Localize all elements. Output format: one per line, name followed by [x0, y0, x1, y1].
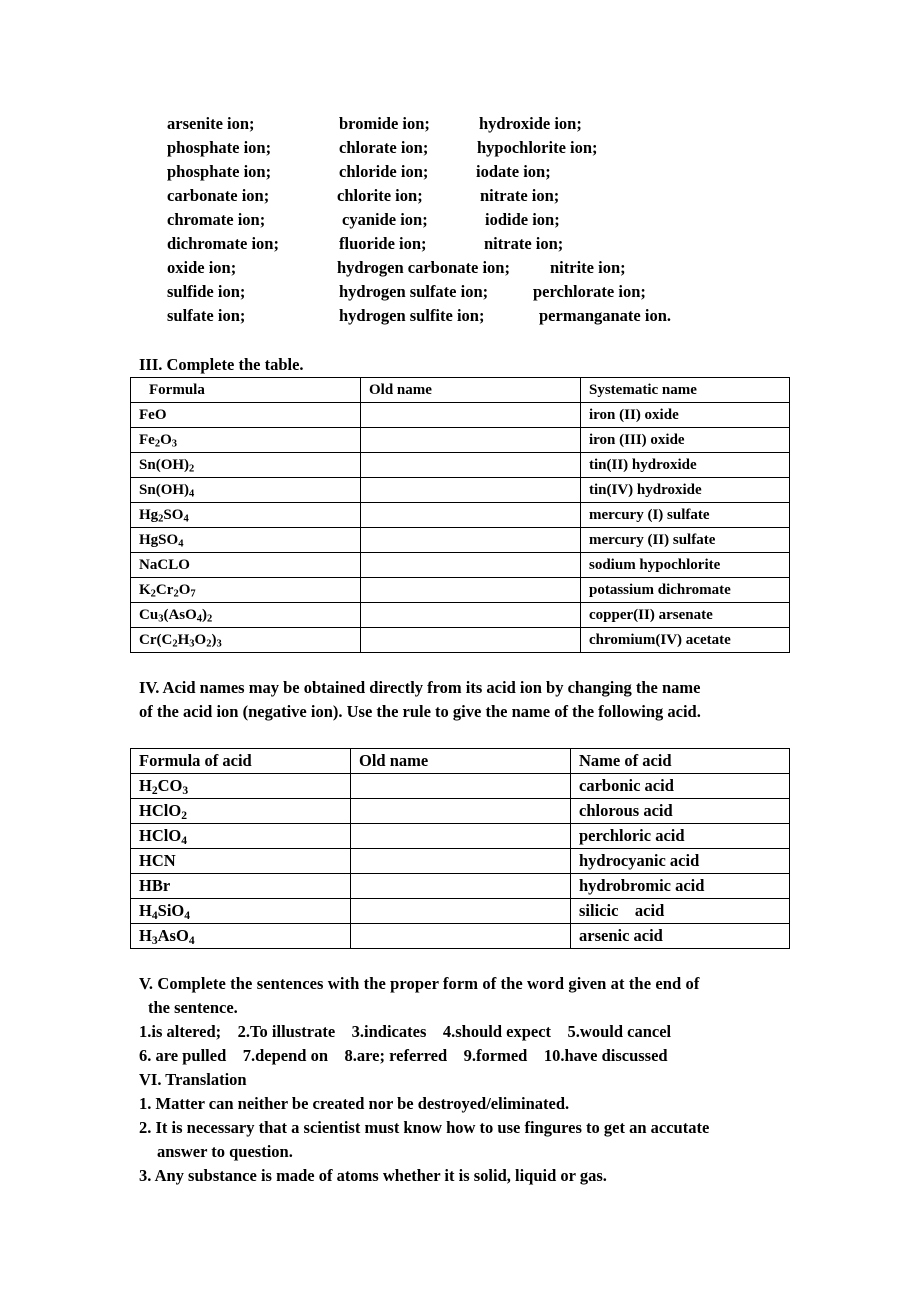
section-4-line-2: of the acid ion (negative ion). Use the rule to give the name of the following acid. — [139, 702, 701, 721]
table-row — [131, 628, 790, 653]
table-row — [131, 824, 790, 849]
ion-row — [167, 256, 787, 280]
old-name-cell[interactable] — [361, 553, 581, 578]
ion-row — [167, 160, 787, 184]
name-cell: iron (III) oxide — [581, 428, 790, 453]
name-cell: silicic acid — [571, 899, 790, 924]
old-name-cell[interactable] — [351, 774, 571, 799]
ion-name: sulfate ion; — [167, 306, 246, 325]
old-name-cell[interactable] — [361, 628, 581, 653]
formula-cell: HCN — [131, 849, 351, 874]
table-row — [131, 403, 790, 428]
ion-name: permanganate ion. — [539, 306, 671, 325]
formula-cell: HBr — [131, 874, 351, 899]
table-row — [131, 874, 790, 899]
ion-name: perchlorate ion; — [533, 282, 646, 301]
translation-item-2-line-2: answer to question. — [157, 1142, 293, 1161]
old-name-cell[interactable] — [361, 503, 581, 528]
ion-name: nitrate ion; — [480, 186, 560, 205]
section-5-answers-line-2: 6. are pulled 7.depend on 8.are; referred 9.formed 10.have discussed — [139, 1046, 668, 1065]
ion-name: sulfide ion; — [167, 282, 246, 301]
formula-cell: $Cr(C_2H_3O_2)_3$ — [131, 628, 361, 653]
name-cell: arsenic acid — [571, 924, 790, 949]
ion-row — [167, 136, 787, 160]
formula-cell: $H_2CO_3$ — [131, 774, 351, 799]
translation-item-3: 3. Any substance is made of atoms whether it is solid, liquid or gas. — [139, 1166, 607, 1185]
ion-name: hydrogen sulfite ion; — [339, 306, 485, 325]
formula-cell: HgSO$_4$ — [131, 528, 361, 553]
ion-name: carbonate ion; — [167, 186, 270, 205]
header-old-name: Old name — [351, 749, 571, 774]
old-name-cell[interactable] — [351, 924, 571, 949]
table-row — [131, 799, 790, 824]
header-formula: Formula — [131, 378, 361, 403]
formula-cell: HClO$_2$ — [131, 799, 351, 824]
table-header-row — [131, 378, 790, 403]
table-header-row — [131, 749, 790, 774]
ion-row — [167, 208, 787, 232]
section-5-6 — [139, 972, 789, 1188]
name-cell: chromium(IV) acetate — [581, 628, 790, 653]
ion-row — [167, 232, 787, 256]
ion-name: hydroxide ion; — [479, 114, 582, 133]
ion-name: dichromate ion; — [167, 234, 279, 253]
old-name-cell[interactable] — [351, 799, 571, 824]
translation-item-2-line-1: 2. It is necessary that a scientist must know how to use fingures to get an accutate — [139, 1118, 710, 1137]
ion-name: phosphate ion; — [167, 162, 272, 181]
formula-cell: $Sn(OH)_2$ — [131, 453, 361, 478]
formula-cell: $K_2Cr_2O_7$ — [131, 578, 361, 603]
header-name-of-acid: Name of acid — [571, 749, 790, 774]
table-row — [131, 774, 790, 799]
table-row — [131, 478, 790, 503]
old-name-cell[interactable] — [351, 849, 571, 874]
table-row — [131, 428, 790, 453]
name-cell: tin(IV) hydroxide — [581, 478, 790, 503]
header-systematic-name: Systematic name — [581, 378, 790, 403]
ion-name: cyanide ion; — [342, 210, 428, 229]
name-cell: iron (II) oxide — [581, 403, 790, 428]
old-name-cell[interactable] — [351, 824, 571, 849]
section-5-title-line-1: V. Complete the sentences with the proper form of the word given at the end of — [139, 974, 700, 993]
old-name-cell[interactable] — [361, 453, 581, 478]
section-4-line-1: IV. Acid names may be obtained directly from its acid ion by changing the name — [139, 678, 701, 697]
ion-name: chloride ion; — [339, 162, 429, 181]
table-row — [131, 603, 790, 628]
ion-name: oxide ion; — [167, 258, 237, 277]
formula-cell: $Sn(OH)_4$ — [131, 478, 361, 503]
ion-name: chromate ion; — [167, 210, 266, 229]
section-5-answers-line-1: 1.is altered; 2.To illustrate 3.indicates 4.should expect 5.would cancel — [139, 1022, 672, 1041]
old-name-cell[interactable] — [351, 874, 571, 899]
table-row — [131, 578, 790, 603]
ion-name: iodate ion; — [476, 162, 551, 181]
name-cell: mercury (I) sulfate — [581, 503, 790, 528]
old-name-cell[interactable] — [361, 603, 581, 628]
formula-cell: NaCLO — [131, 553, 361, 578]
name-cell: mercury (II) sulfate — [581, 528, 790, 553]
ion-name: hydrogen sulfate ion; — [339, 282, 489, 301]
formula-cell: $Cu_3(AsO_4)_2$ — [131, 603, 361, 628]
acid-name-table — [130, 748, 790, 949]
translation-item-1: 1. Matter can neither be created nor be destroyed/eliminated. — [139, 1094, 570, 1113]
name-cell: copper(II) arsenate — [581, 603, 790, 628]
old-name-cell[interactable] — [351, 899, 571, 924]
ion-row — [167, 304, 787, 328]
name-cell: sodium hypochlorite — [581, 553, 790, 578]
table-row — [131, 924, 790, 949]
old-name-cell[interactable] — [361, 478, 581, 503]
ion-name: phosphate ion; — [167, 138, 272, 157]
old-name-cell[interactable] — [361, 428, 581, 453]
ion-name: iodide ion; — [485, 210, 560, 229]
name-cell: potassium dichromate — [581, 578, 790, 603]
table-row — [131, 899, 790, 924]
old-name-cell[interactable] — [361, 403, 581, 428]
name-cell: perchloric acid — [571, 824, 790, 849]
header-old-name: Old name — [361, 378, 581, 403]
table-row — [131, 528, 790, 553]
header-formula-of-acid: Formula of acid — [131, 749, 351, 774]
table-row — [131, 553, 790, 578]
section-4-intro — [139, 676, 789, 724]
name-cell: chlorous acid — [571, 799, 790, 824]
name-cell: tin(II) hydroxide — [581, 453, 790, 478]
ion-name: chlorite ion; — [337, 186, 423, 205]
ion-list — [167, 112, 787, 328]
ion-name: hypochlorite ion; — [477, 138, 598, 157]
formula-cell: $H_3AsO_4$ — [131, 924, 351, 949]
ion-name: chlorate ion; — [339, 138, 429, 157]
table-row — [131, 453, 790, 478]
section-5-title-line-2: the sentence. — [148, 998, 238, 1017]
name-cell: hydrocyanic acid — [571, 849, 790, 874]
ion-row — [167, 280, 787, 304]
ion-row — [167, 184, 787, 208]
ion-name: fluoride ion; — [339, 234, 427, 253]
section-6-title: VI. Translation — [139, 1070, 247, 1089]
ion-name: arsenite ion; — [167, 114, 255, 133]
name-cell: carbonic acid — [571, 774, 790, 799]
section-3-title: III. Complete the table. — [139, 355, 304, 374]
ion-name: hydrogen carbonate ion; — [337, 258, 510, 277]
formula-cell: $H_4SiO_4$ — [131, 899, 351, 924]
formula-cell: $Fe_2O_3$ — [131, 428, 361, 453]
formula-cell: HClO$_4$ — [131, 824, 351, 849]
table-row — [131, 849, 790, 874]
ion-name: nitrate ion; — [484, 234, 564, 253]
old-name-cell[interactable] — [361, 528, 581, 553]
systematic-name-table — [130, 377, 790, 653]
ion-name: nitrite ion; — [550, 258, 626, 277]
old-name-cell[interactable] — [361, 578, 581, 603]
ion-name: bromide ion; — [339, 114, 430, 133]
formula-cell: FeO — [131, 403, 361, 428]
ion-row — [167, 112, 787, 136]
formula-cell: $Hg_2SO_4$ — [131, 503, 361, 528]
name-cell: hydrobromic acid — [571, 874, 790, 899]
table-row — [131, 503, 790, 528]
